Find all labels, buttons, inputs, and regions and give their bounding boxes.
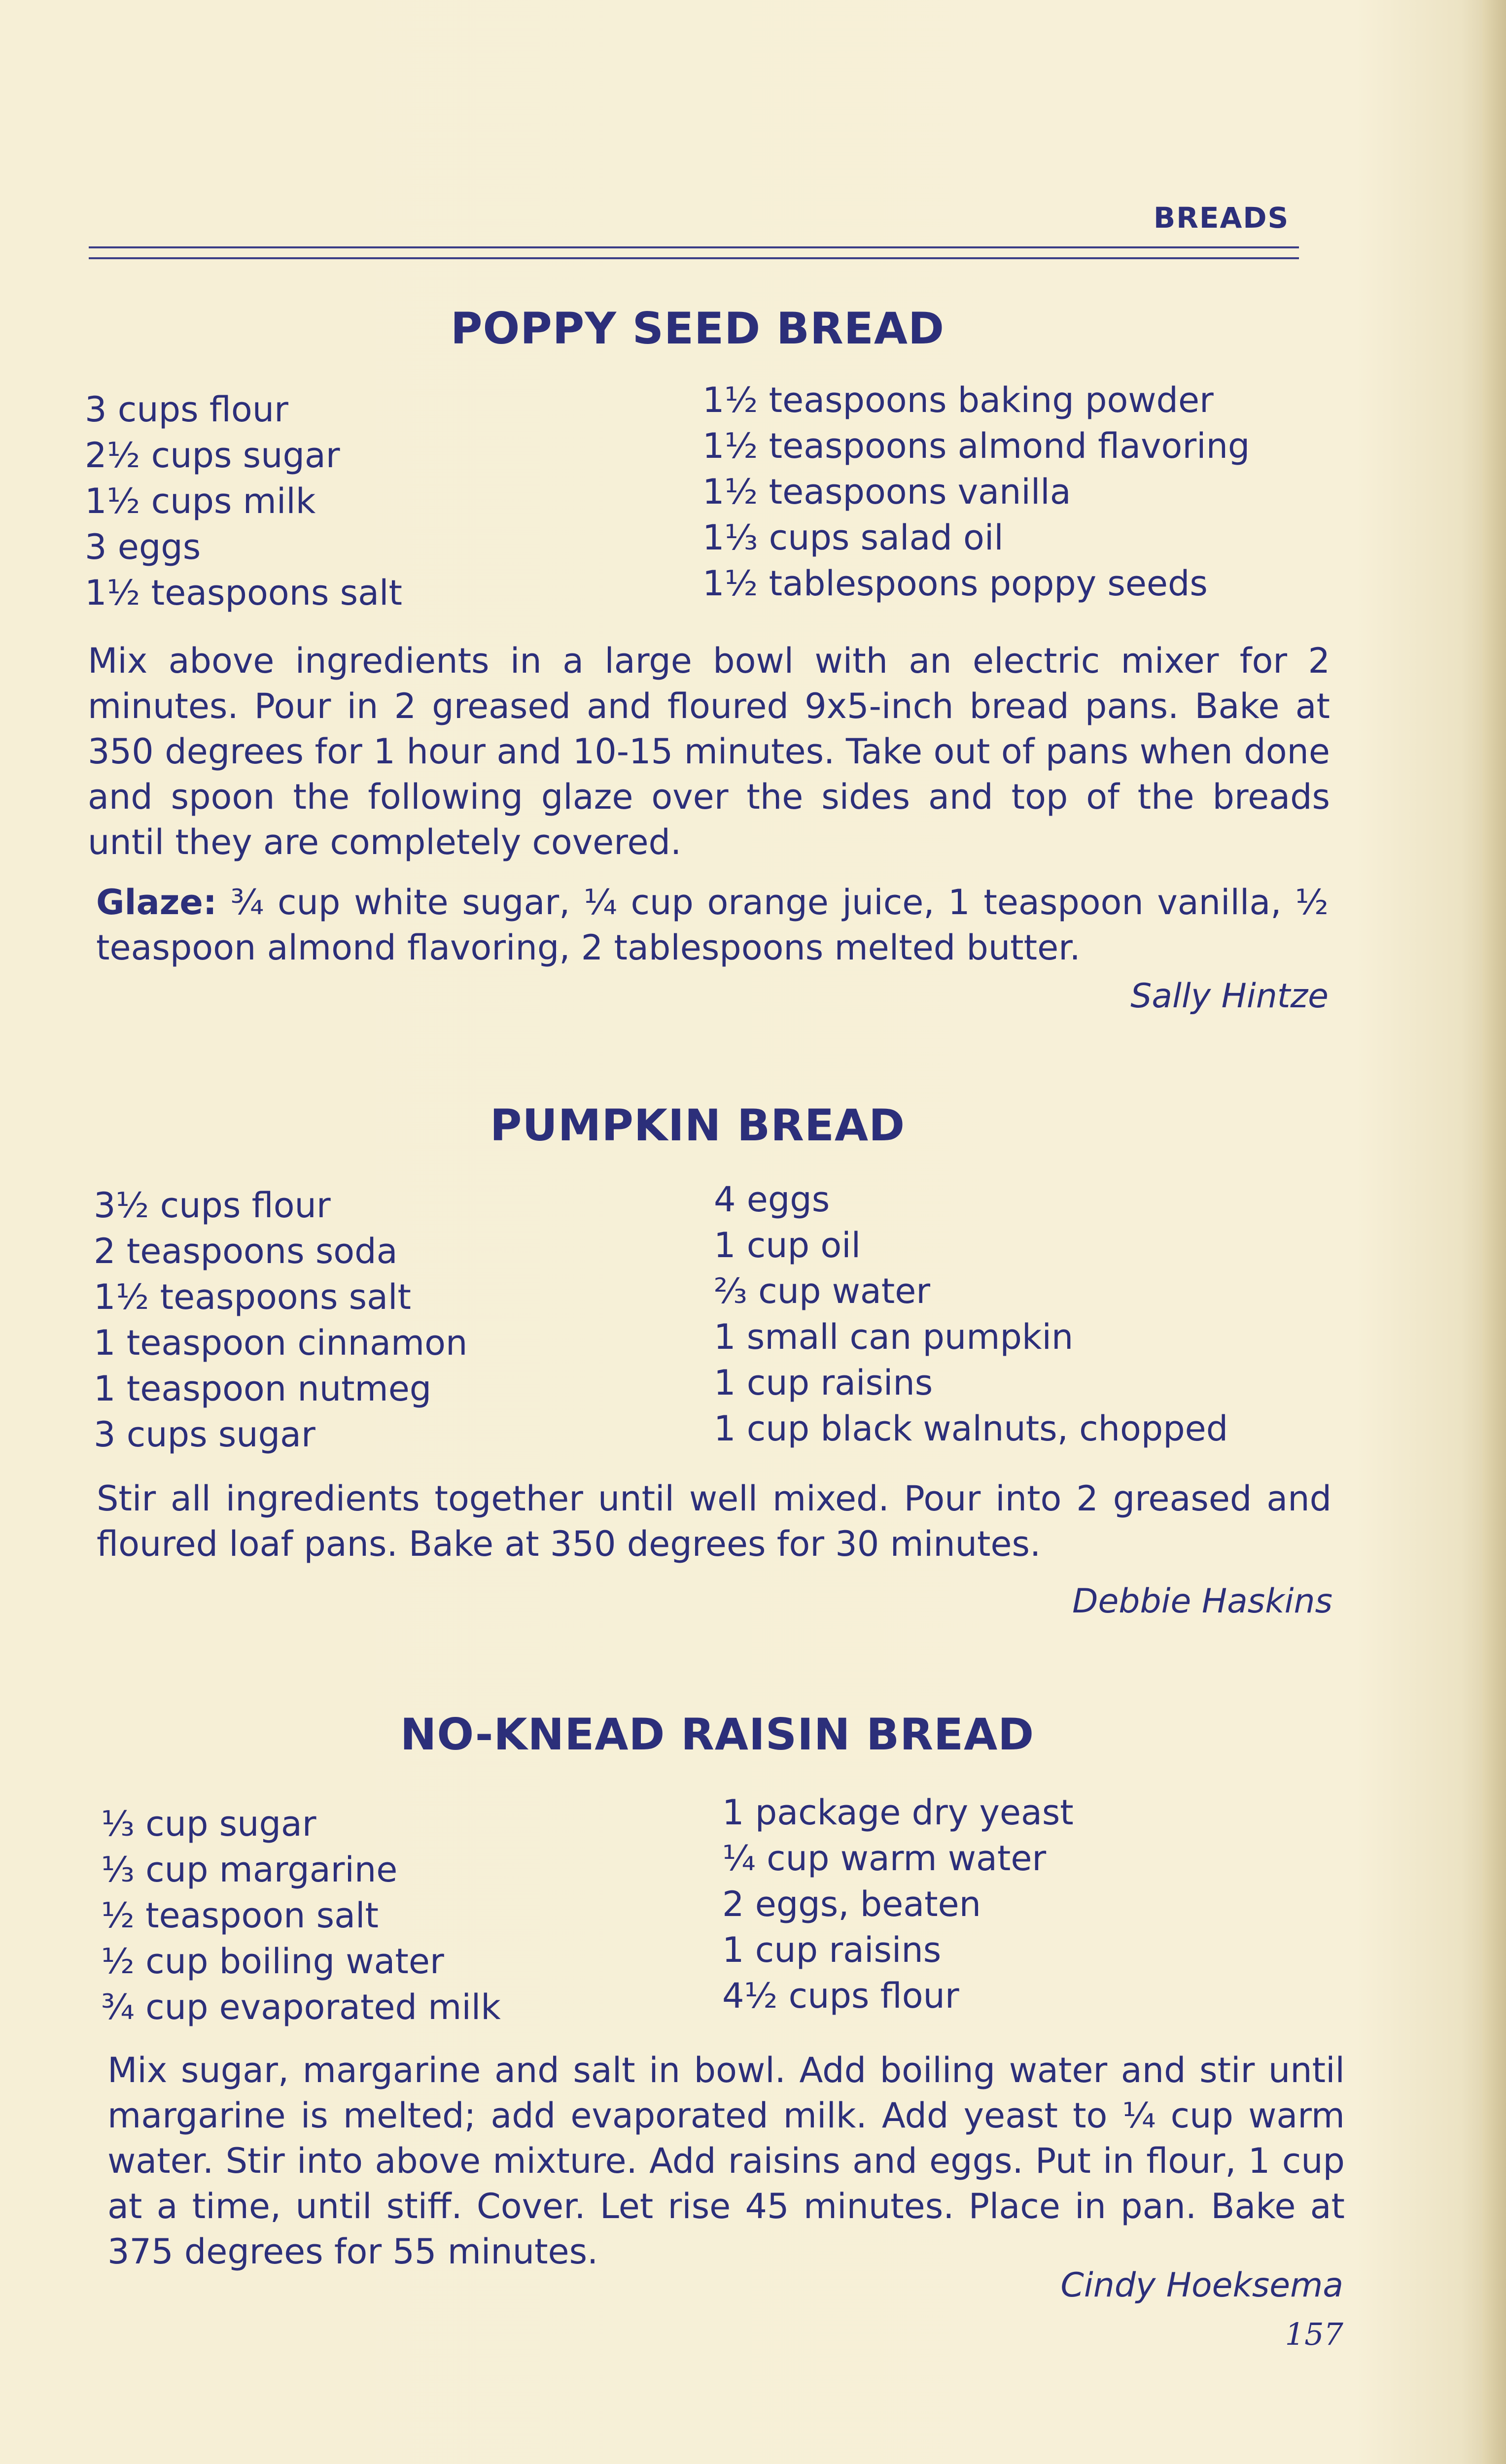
ingredient-item: 3½ cups flour [94, 1185, 331, 1226]
ingredient-item: 1 cup raisins [722, 1930, 942, 1970]
ingredients-left-poppy-seed [85, 387, 402, 616]
ingredient-item: ¼ cup warm water [722, 1838, 1047, 1879]
ingredient-item: 2½ cups sugar [85, 435, 340, 476]
ingredient-item: 3 eggs [85, 527, 201, 567]
ingredient-item: 1½ teaspoons salt [94, 1277, 411, 1317]
ingredient-item: 3 cups flour [85, 389, 288, 430]
ingredient-item: 3 cups sugar [94, 1414, 315, 1455]
ingredients-right-pumpkin [714, 1177, 1228, 1452]
glaze-label: Glaze: [96, 882, 217, 923]
ingredient-item: 4½ cups flour [722, 1976, 959, 2016]
directions-poppy-seed: Mix above ingredients in a large bowl with an electric mixer for 2 minutes. Pour in 2 greased and floured 9x5-inch bread pans. Bake at 350 degrees for 1 hour and 10-15 minutes. Take out of pans when done and spoon the following glaze over the sides and top of the breads until they are completely covered. [88, 641, 1330, 862]
ingredient-item: 1 cup raisins [714, 1363, 933, 1403]
ingredient-item: 1½ teaspoons salt [85, 573, 402, 613]
glaze-paragraph [96, 880, 1329, 970]
ingredient-item: 4 eggs [714, 1179, 830, 1220]
header-rule-bottom [89, 257, 1299, 259]
glaze-text: ¾ cup white sugar, ¼ cup orange juice, 1 teaspoon vanilla, ½ teaspoon almond flavoring, 2 tablespoons melted butter. [96, 882, 1329, 968]
ingredient-item: 1½ teaspoons almond flavoring [702, 426, 1250, 466]
header-rule-top [89, 246, 1299, 248]
ingredient-item: 1½ teaspoons baking powder [702, 380, 1214, 420]
ingredient-item: ⅓ cup margarine [101, 1849, 398, 1890]
ingredient-item: 1½ teaspoons vanilla [702, 472, 1071, 512]
section-header: BREADS [1154, 201, 1290, 235]
ingredient-item: ½ teaspoon salt [101, 1895, 379, 1936]
page-spine-shadow [1482, 0, 1506, 2464]
ingredient-item: 2 eggs, beaten [722, 1884, 981, 1924]
ingredients-right-raisin [722, 1790, 1074, 2019]
author-raisin: Cindy Hoeksema [1060, 2266, 1343, 2305]
directions-raisin: Mix sugar, margarine and salt in bowl. Add boiling water and stir until margarine is melted; add evaporated milk. Add yeast to ¼ cup warm water. Stir into above mixture. Add raisins and eggs. Put in flour, 1 cup at a time, until stiff. Cover. Let rise 45 minutes. Place in pan. Bake at 375 degrees for 55 minutes. [107, 2050, 1345, 2272]
ingredient-item: ½ cup boiling water [101, 1941, 444, 1982]
recipe-title-poppy-seed-bread: POPPY SEED BREAD [450, 303, 945, 354]
ingredient-item: 1 small can pumpkin [714, 1317, 1074, 1357]
ingredient-item: 1 teaspoon nutmeg [94, 1369, 432, 1409]
page-number: 157 [1285, 2316, 1343, 2352]
ingredient-item: 1 cup black walnuts, chopped [714, 1408, 1228, 1449]
ingredient-item: 2 teaspoons soda [94, 1231, 398, 1271]
ingredient-item: 1⅓ cups salad oil [702, 517, 1004, 558]
directions-pumpkin: Stir all ingredients together until well mixed. Pour into 2 greased and floured loaf pans. Bake at 350 degrees for 30 minutes. [97, 1478, 1331, 1564]
ingredient-item: 1 package dry yeast [722, 1792, 1074, 1833]
author-poppy-seed: Sally Hintze [1130, 977, 1329, 1016]
ingredients-right-poppy-seed [702, 377, 1250, 607]
ingredient-item: 1½ cups milk [85, 481, 316, 521]
recipe-title-no-knead-raisin-bread: NO-KNEAD RAISIN BREAD [400, 1709, 1035, 1760]
ingredient-item: ⅓ cup sugar [101, 1804, 316, 1844]
ingredient-item: 1 teaspoon cinnamon [94, 1323, 468, 1363]
recipe-title-pumpkin-bread: PUMPKIN BREAD [490, 1100, 906, 1151]
ingredients-left-pumpkin [94, 1183, 467, 1458]
ingredient-item: ⅔ cup water [714, 1271, 931, 1311]
ingredients-left-raisin [101, 1801, 501, 2030]
ingredient-item: 1 cup oil [714, 1225, 861, 1266]
author-pumpkin: Debbie Haskins [1072, 1582, 1332, 1621]
ingredient-item: 1½ tablespoons poppy seeds [702, 563, 1208, 604]
ingredient-item: ¾ cup evaporated milk [101, 1987, 501, 2027]
